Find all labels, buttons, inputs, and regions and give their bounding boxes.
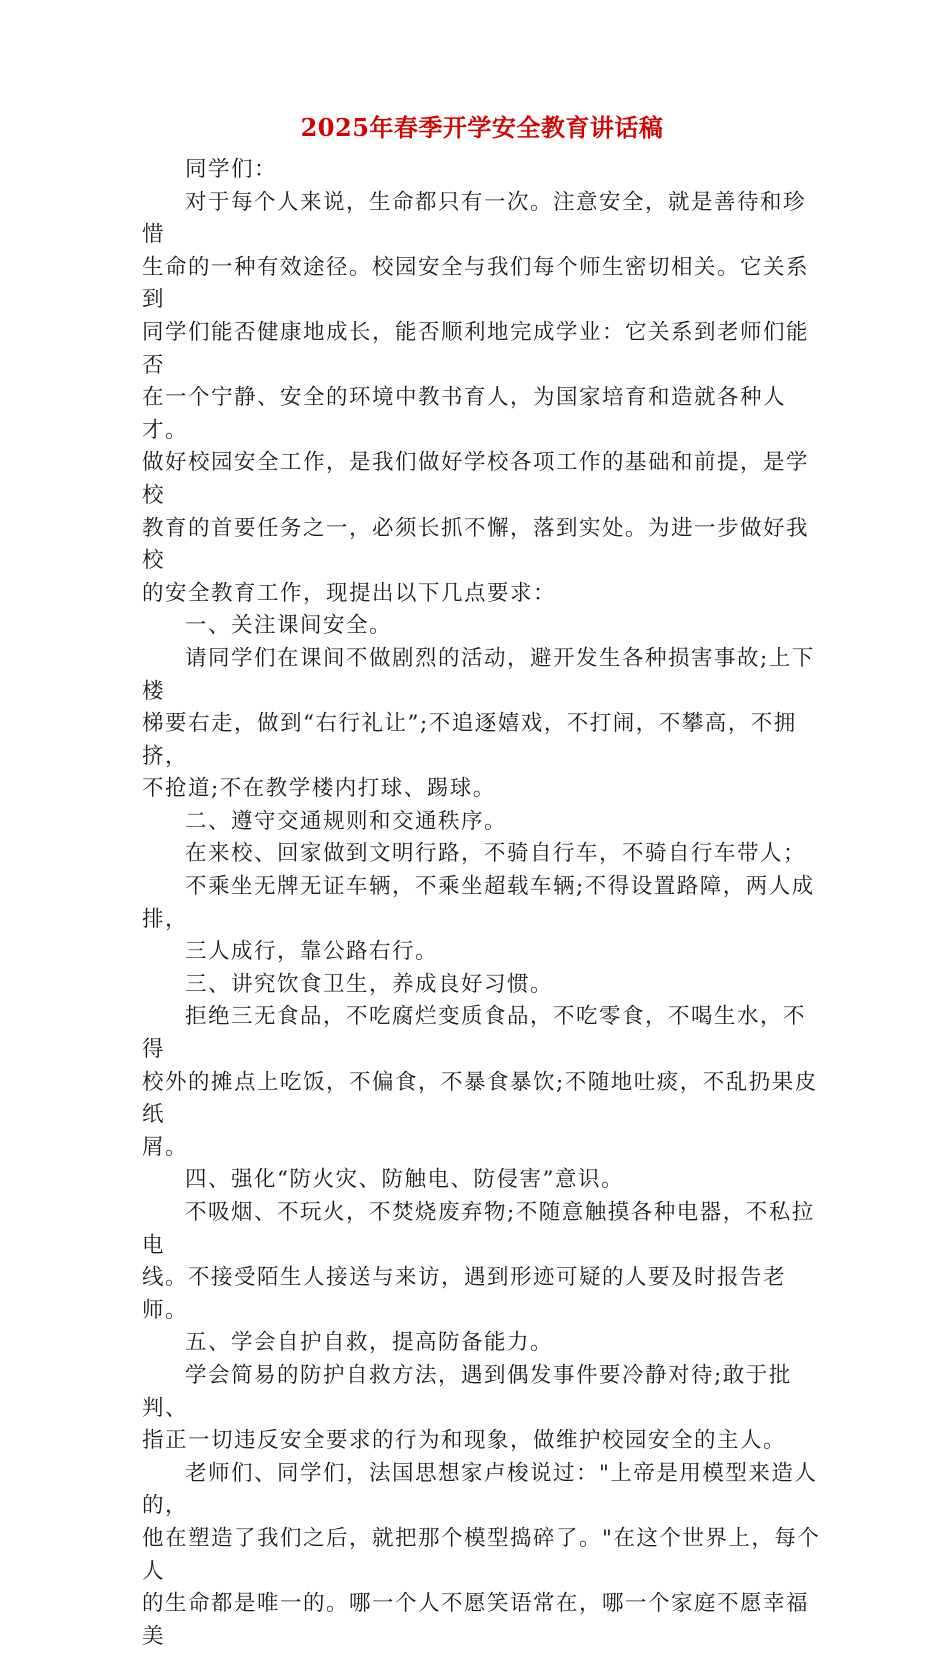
text-line: 老师们、同学们，法国思想家卢梭说过："上帝是用模型来造人的，: [142, 1460, 818, 1519]
text-line: 学会简易的防护自救方法，遇到偶发事件要冷静对待;敢于批判、: [142, 1362, 792, 1421]
text-line: 在一个宁静、安全的环境中教书育人，为国家培育和造就各种人才。: [142, 385, 787, 443]
text-line: 五、学会自护自救，提高防备能力。: [185, 1330, 554, 1356]
text-line: 二、遵守交通规则和交通秩序。: [185, 808, 508, 834]
document-page: [142, 108, 822, 1653]
text-line: 的生命都是唯一的。哪一个人不愿笑语常在，哪一个家庭不愿幸福美: [142, 1591, 810, 1649]
text-line: 同学们能否健康地成长，能否顺利地完成学业：它关系到老师们能否: [142, 319, 810, 378]
text-line: 的安全教育工作，现提出以下几点要求：: [142, 580, 557, 606]
text-line: 生命的一种有效途径。校园安全与我们每个师生密切相关。它关系到: [142, 254, 810, 313]
text-line: 对于每个人来说，生命都只有一次。注意安全，就是善待和珍惜: [142, 189, 807, 248]
text-line: 梯要右走，做到“右行礼让”;不追逐嬉戏，不打闹，不攀高，不拥挤，: [142, 711, 797, 769]
document-title: 2025年春季开学安全教育讲话稿: [300, 113, 664, 142]
text-line: 请同学们在课间不做剧烈的活动，避开发生各种损害事故;上下楼: [142, 645, 815, 704]
text-line: 教育的首要任务之一，必须长抓不懈，落到实处。为进一步做好我校: [142, 515, 810, 574]
text-line: 在来校、回家做到文明行路，不骑自行车，不骑自行车带人；: [185, 841, 807, 867]
text-line: 三人成行，靠公路右行。: [185, 939, 439, 965]
text-line: 屑。: [142, 1134, 189, 1160]
text-line: 不吸烟、不玩火，不焚烧废弃物;不随意触摸各种电器，不私拉电: [142, 1200, 815, 1258]
text-line: 线。不接受陌生人接送与来访，遇到形迹可疑的人要及时报告老师。: [142, 1265, 787, 1323]
document-body: [142, 154, 822, 1653]
text-line: 同学们：: [185, 157, 278, 182]
text-line: 三、讲究饮食卫生，养成良好习惯。: [185, 971, 554, 997]
text-line: 一、关注课间安全。: [185, 613, 393, 639]
text-line: 指正一切违反安全要求的行为和现象，做维护校园安全的主人。: [142, 1428, 787, 1454]
text-line: 四、强化“防火灾、防触电、防侵害”意识。: [185, 1167, 624, 1193]
text-line: 校外的摊点上吃饭，不偏食，不暴食暴饮;不随地吐痰，不乱扔果皮纸: [142, 1069, 818, 1128]
text-line: 拒绝三无食品，不吃腐烂变质食品，不吃零食，不喝生水，不得: [142, 1004, 807, 1063]
text-line: 做好校园安全工作，是我们做好学校各项工作的基础和前提，是学校: [142, 450, 810, 508]
text-line: 他在塑造了我们之后，就把那个模型捣碎了。"在这个世界上，每个人: [142, 1525, 821, 1584]
text-line: 不抢道;不在教学楼内打球、踢球。: [142, 776, 496, 802]
text-line: 不乘坐无牌无证车辆，不乘坐超载车辆;不得设置路障，两人成排，: [142, 874, 815, 932]
